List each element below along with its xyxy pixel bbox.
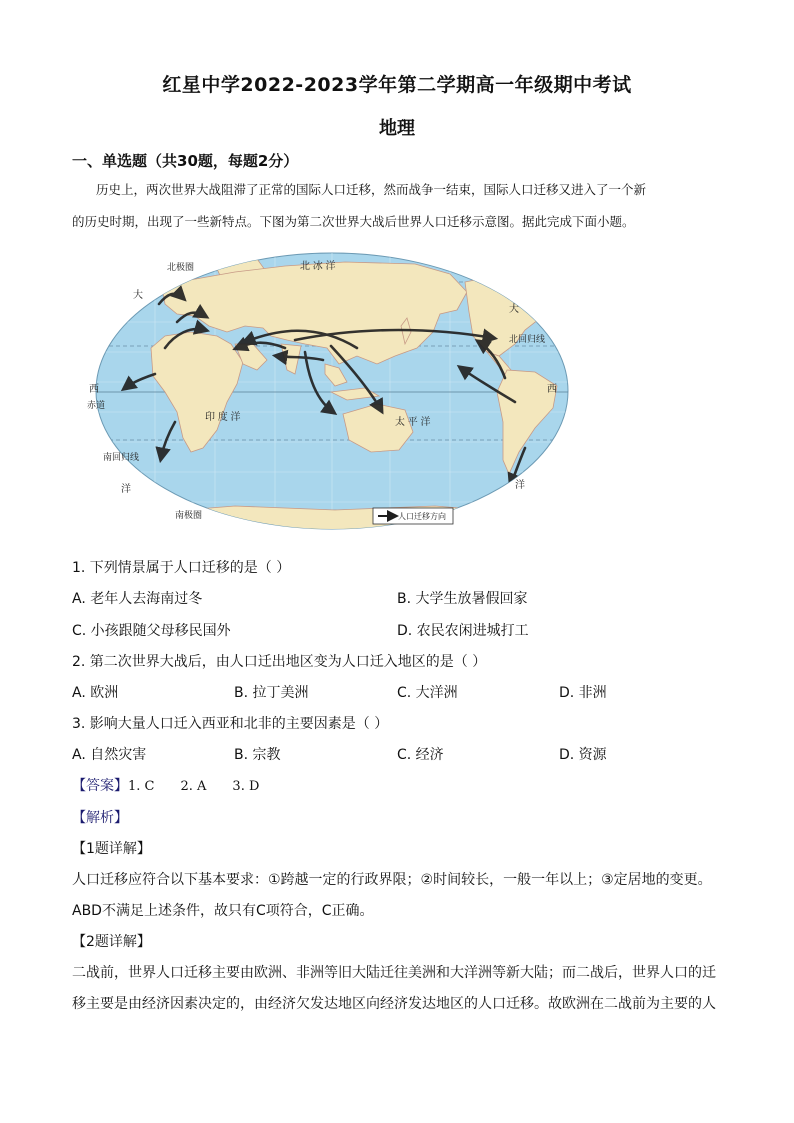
q1-option-a[interactable]: A. 老年人去海南过冬 [72, 591, 203, 607]
detail-2-line-2: 移主要是由经济因素决定的，由经济欠发达地区向经济发达地区的人口迁移。故欧洲在二战前为主要的人 [72, 996, 716, 1012]
q1-option-b[interactable]: B. 大学生放暑假回家 [397, 591, 528, 607]
detail-2-line-1: 二战前，世界人口迁移主要由欧洲、非洲等旧大陆迁往美洲和大洋洲等新大陆；而二战后，世界人口的迁 [72, 965, 716, 981]
detail-1-line-2: ABD不满足上述条件，故只有C项符合，C正确。 [72, 903, 374, 919]
label-tropic-capricorn: 南回归线 [103, 452, 140, 462]
question-3-stem: 3. 影响大量人口迁入西亚和北非的主要因素是（ ） [72, 716, 389, 732]
intro-line-2: 的历史时期，出现了一些新特点。下图为第二次世界大战后世界人口迁移示意图。据此完成下面小题。 [72, 214, 635, 229]
intro-line-1: 历史上，两次世界大战阻滞了正常的国际人口迁移，然而战争一结束，国际人口迁移又进入了一个新 [96, 182, 647, 197]
section-heading: 一、单选题（共30题，每题2分） [72, 152, 299, 170]
label-west: 西 [89, 384, 99, 395]
exam-title: 红星中学2022-2023学年第二学期高一年级期中考试 [162, 74, 632, 96]
label-ocean-sw: 洋 [121, 484, 131, 495]
q3-option-d[interactable]: D. 资源 [559, 747, 607, 763]
label-atlantic-ne: 大 [509, 304, 519, 315]
label-pacific-ocean: 太 平 洋 [395, 417, 431, 428]
subject-title: 地理 [379, 118, 415, 139]
q2-option-d[interactable]: D. 非洲 [559, 685, 607, 701]
q3-option-c[interactable]: C. 经济 [397, 747, 444, 763]
answer-2: 2. A [180, 779, 207, 794]
answer-1: 1. C [128, 779, 155, 794]
label-arctic-ocean: 北 冰 洋 [300, 261, 336, 272]
detail-2-title: 【2题详解】 [72, 934, 151, 950]
detail-1-line-1: 人口迁移应符合以下基本要求：①跨越一定的行政界限；②时间较长，一般一年以上；③定居地的变更。 [72, 872, 712, 888]
q2-option-c[interactable]: C. 大洋洲 [397, 685, 458, 701]
question-2-stem: 2. 第二次世界大战后，由人口迁出地区变为人口迁入地区的是（ ） [72, 654, 487, 670]
arrow-north-atlantic [495, 284, 553, 290]
label-west-2: 西 [547, 384, 557, 395]
label-equator: 赤道 [87, 400, 106, 410]
label-antarctic-circle: 南极圈 [175, 510, 203, 520]
map-legend [373, 508, 453, 524]
migration-map [87, 252, 570, 530]
q3-option-b[interactable]: B. 宗教 [234, 747, 281, 763]
label-atlantic-nw: 大 [133, 290, 143, 301]
label-arctic-circle: 北极圈 [167, 262, 195, 272]
q1-option-d[interactable]: D. 农民农闲进城打工 [397, 623, 529, 639]
q1-option-c[interactable]: C. 小孩跟随父母移民国外 [72, 623, 231, 639]
answer-3: 3. D [232, 779, 260, 794]
label-ocean-se: 洋 [515, 480, 525, 491]
label-tropic-cancer: 北回归线 [509, 334, 546, 344]
legend-label: 人口迁移方向 [398, 512, 446, 521]
q2-option-a[interactable]: A. 欧洲 [72, 685, 119, 701]
answer-row [72, 775, 259, 795]
question-1-stem: 1. 下列情景属于人口迁移的是（ ） [72, 560, 291, 576]
analysis-label: 【解析】 [72, 810, 128, 826]
label-indian-ocean: 印 度 洋 [205, 412, 241, 423]
q3-option-a[interactable]: A. 自然灾害 [72, 747, 147, 763]
detail-1-title: 【1题详解】 [72, 841, 151, 857]
answer-label: 【答案】 [72, 778, 128, 794]
q2-option-b[interactable]: B. 拉丁美洲 [234, 685, 309, 701]
